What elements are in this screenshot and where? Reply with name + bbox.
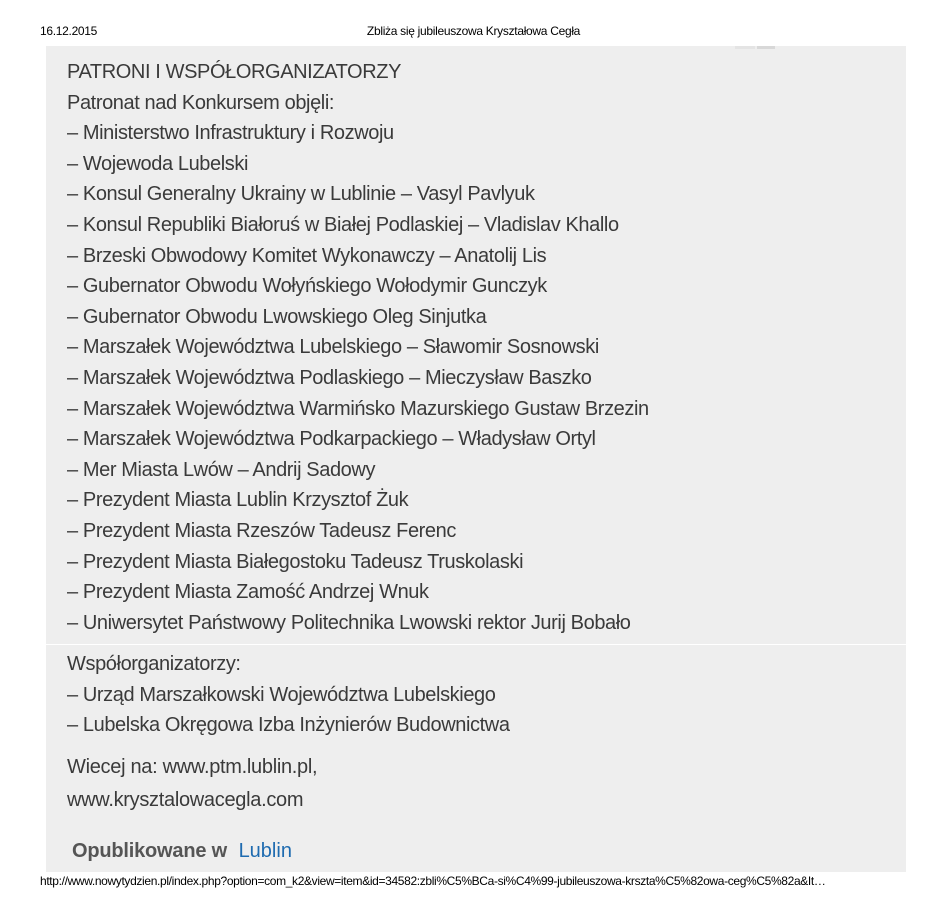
patron-item: – Mer Miasta Lwów – Andrij Sadowy	[67, 458, 376, 481]
category-link[interactable]: Lublin	[238, 840, 292, 862]
published-label: Opublikowane w	[72, 840, 227, 862]
coorganizer-item: – Lubelska Okręgowa Izba Inżynierów Budownictwa	[67, 714, 510, 737]
coorganizers-section	[67, 649, 510, 741]
patron-item: – Uniwersytet Państwowy Politechnika Lwowski rektor Jurij Bobało	[67, 611, 631, 634]
print-footer-url: http://www.nowytydzien.pl/index.php?option=com_k2&view=item&id=34582:zbli%C5%BCa-si%C4%99-jubileuszowa-krszta%C5%82owa-ceg%C5%82a&It…	[40, 874, 826, 888]
more-info-line: Wiecej na: www.ptm.lublin.pl,	[67, 756, 318, 778]
patron-item: – Prezydent Miasta Zamość Andrzej Wnuk	[67, 581, 429, 604]
patrons-section	[67, 57, 649, 638]
print-page-title: Zbliża się jubileuszowa Kryształowa Cegła	[366, 24, 581, 38]
patron-item: – Gubernator Obwodu Lwowskiego Oleg Sinjutka	[67, 305, 487, 328]
patron-item: – Ministerstwo Infrastruktury i Rozwoju	[67, 122, 394, 145]
patron-item: – Konsul Generalny Ukrainy w Lublinie – Vasyl Pavlyuk	[67, 183, 535, 206]
patron-item: – Wojewoda Lubelski	[67, 152, 249, 175]
coorganizers-heading: Współorganizatorzy:	[67, 653, 241, 675]
patron-item: – Marszałek Województwa Podlaskiego – Mieczysław Baszko	[67, 366, 592, 389]
patron-item: – Marszałek Województwa Lubelskiego – Sławomir Sosnowski	[67, 336, 599, 359]
patron-item: – Prezydent Miasta Lublin Krzysztof Żuk	[67, 489, 409, 512]
section-divider	[46, 644, 906, 645]
coorganizer-item: – Urząd Marszałkowski Województwa Lubelskiego	[67, 683, 496, 706]
print-header	[0, 0, 947, 40]
patron-item: – Marszałek Województwa Warmińsko Mazurskiego Gustaw Brzezin	[67, 397, 649, 420]
more-info-section	[67, 751, 317, 817]
published-in	[72, 840, 292, 863]
patron-item: – Brzeski Obwodowy Komitet Wykonawczy – Anatolij Lis	[67, 244, 547, 267]
scroll-remnant	[735, 46, 755, 49]
patron-item: – Gubernator Obwodu Wołyńskiego Wołodymir Gunczyk	[67, 275, 547, 298]
patron-item: – Konsul Republiki Białoruś w Białej Podlaskiej – Vladislav Khallo	[67, 213, 619, 236]
patrons-intro: Patronat nad Konkursem objęli:	[67, 91, 335, 114]
patron-item: – Prezydent Miasta Białegostoku Tadeusz Truskolaski	[67, 550, 524, 573]
scroll-remnant	[757, 46, 775, 49]
more-info-line: www.krysztalowacegla.com	[67, 789, 304, 811]
print-date: 16.12.2015	[40, 24, 98, 38]
patron-item: – Marszałek Województwa Podkarpackiego – Władysław Ortyl	[67, 428, 596, 451]
patron-item: – Prezydent Miasta Rzeszów Tadeusz Ferenc	[67, 519, 456, 542]
patrons-heading: PATRONI I WSPÓŁORGANIZATORZY	[67, 61, 402, 83]
